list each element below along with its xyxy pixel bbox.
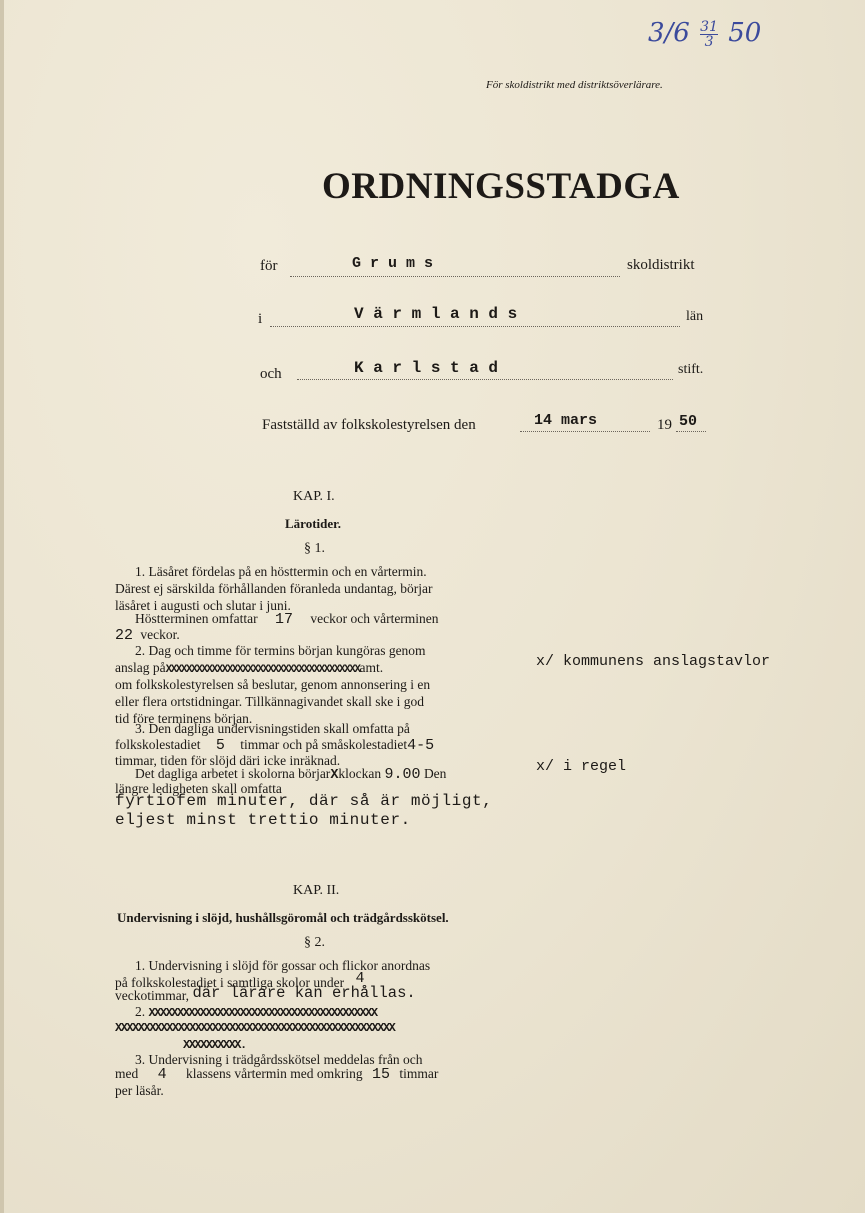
autumn-rest: veckor och vårterminen [310, 611, 439, 626]
archive-annotation [648, 18, 761, 49]
text-line: eller flera ortstidningar. Tillkännagivandet skall ske i god [115, 694, 424, 709]
p3-line2 [115, 737, 434, 754]
county-value: V ä r m l a n d s [354, 305, 518, 323]
annotation-d: 50 [728, 18, 762, 48]
chapter2-subheading: Undervisning i slöjd, hushållsgöromål och trädgårdsskötsel. [117, 910, 449, 925]
ch2-p1-hours: 4 [355, 970, 365, 987]
autumn-weeks: 17 [274, 611, 293, 628]
p2-post: amt. [359, 660, 384, 675]
p3-line5: längre ledigheten skall omfatta [115, 781, 282, 796]
year-dotline [676, 431, 706, 432]
ch2-p2-num: 2. [135, 1004, 146, 1019]
county-dotline [270, 326, 680, 327]
subtitle: För skoldistrikt med distriktsöverlärare. [486, 79, 663, 91]
p3-l4-mid: klockan [338, 766, 382, 781]
established-date: 14 mars [534, 412, 598, 429]
county-suffix: län [686, 309, 704, 324]
district-dotline [290, 276, 620, 277]
p3-hours-ss: 4-5 [407, 737, 435, 754]
p2-pre: anslag på [115, 660, 166, 675]
p3-hours-fs: 5 [215, 737, 225, 754]
p3-time: 9.00 [384, 766, 421, 783]
in-label: i [258, 311, 263, 327]
p2-line2 [115, 660, 383, 676]
page-edge [0, 0, 4, 1213]
text-line: läsåret i augusti och slutar i juni. [115, 598, 291, 613]
ch2-p3-line1: 3. Undervisning i trädgårdsskötsel meddelas från och [135, 1052, 423, 1067]
p3-margin-note: x/ i regel [536, 758, 627, 775]
ch2-p1-typed: där lärare kan erhållas. [192, 984, 416, 1002]
p3-l4-post: Den [423, 766, 447, 781]
ch2-p2-strikeout2: XXXXXXXXXXXXXXXXXXXXXXXXXXXXXXXXXXXXXXXXXXXXXXXXX [115, 1021, 395, 1035]
text-line: Därest ej särskilda förhållanden föranleda undantag, börjar [115, 581, 433, 596]
spring-line [115, 627, 180, 644]
ch2-p2-strikeout1: XXXXXXXXXXXXXXXXXXXXXXXXXXXXXXXXXXXXXXXX [148, 1006, 377, 1020]
text-line: 1. Läsåret fördelas på en hösttermin och en vårtermin. [135, 564, 427, 579]
p2-line1: 2. Dag och timme för termins början kungöras genom [135, 643, 426, 658]
chapter1-subheading: Lärotider. [285, 516, 341, 531]
diocese-dotline [297, 379, 673, 380]
chapter1-p1 [115, 563, 433, 614]
chapter1-heading: KAP. I. [293, 489, 335, 504]
for-label: för [260, 258, 278, 274]
p3-line1: 3. Den dagliga undervisningstiden skall omfatta på [135, 721, 410, 736]
autumn-label: Höstterminen omfattar [135, 611, 258, 626]
p3-l2-pre: folkskolestadiet [115, 737, 201, 752]
spring-weeks: 22 [115, 627, 134, 644]
ch2-p1-l2-pre: på folkskolestadiet i samtliga skolor under [115, 975, 345, 990]
chapter1-p2-rest [115, 676, 430, 727]
district-value: G r u m s [352, 255, 434, 272]
ch2-p3-line2 [115, 1066, 438, 1083]
ch2-p3-hours: 15 [371, 1066, 390, 1083]
ch2-p3-l2-mid: klassens vårtermin med omkring [186, 1066, 363, 1081]
p3-l4-x: X [330, 768, 339, 783]
annotation-c: 3 [704, 33, 714, 50]
ch2-p3-l2-pre: med [115, 1066, 139, 1081]
text-line: om folkskolestyrelsen så beslutar, genom annonsering i en [115, 677, 431, 692]
chapter2-section: § 2. [304, 935, 325, 950]
p3-l4-pre: Det dagliga arbetet i skolorna börjar [135, 766, 331, 781]
p3-line3: timmar, tiden för slöjd däri icke inräknad. [115, 753, 341, 768]
annotation-a: 3/6 [648, 18, 690, 48]
text-line: tid före terminens början. [115, 711, 253, 726]
district-suffix: skoldistrikt [627, 257, 695, 273]
ch2-p1-line1: 1. Undervisning i slöjd för gossar och flickor anordnas [135, 958, 431, 973]
ch2-p1-line3 [115, 984, 416, 1005]
p3-typed1: fyrtiofem minuter, där så är möjligt, [115, 792, 493, 810]
chapter2-heading: KAP. II. [293, 883, 340, 898]
ch2-p3-line3: per läsår. [115, 1083, 164, 1098]
p3-typed2: eljest minst trettio minuter. [115, 811, 411, 829]
established-dotline [520, 431, 650, 432]
ch2-p3-l2-post: timmar [399, 1066, 439, 1081]
ch2-p2-line1 [135, 1004, 377, 1020]
chapter1-section: § 1. [304, 541, 325, 556]
p2-margin-note: x/ kommunens anslagstavlor [536, 653, 771, 670]
p2-strikeout: XXXXXXXXXXXXXXXXXXXXXXXXXXXXXXXXXXXXXX [165, 664, 360, 676]
diocese-suffix: stift. [678, 362, 704, 377]
p3-l2-post: timmar och på småskolestadiet [240, 737, 408, 752]
annotation-fraction [700, 20, 718, 49]
year-suffix: 50 [679, 413, 698, 430]
annotation-b: 31 [700, 18, 718, 35]
ch2-p1-l3-pre: veckotimmar, [115, 988, 190, 1003]
and-label: och [260, 366, 282, 382]
established-label: Fastställd av folkskolestyrelsen den [262, 417, 476, 433]
spring-rest: veckor. [140, 627, 180, 642]
ch2-p2-strikeout3: XXXXXXXXXX. [183, 1038, 246, 1052]
page-title: ORDNINGSSTADGA [322, 166, 680, 207]
autumn-line [135, 611, 439, 628]
ch2-p3-class: 4 [157, 1066, 167, 1083]
year-prefix: 19 [657, 417, 672, 433]
diocese-value: K a r l s t a d [354, 359, 499, 377]
